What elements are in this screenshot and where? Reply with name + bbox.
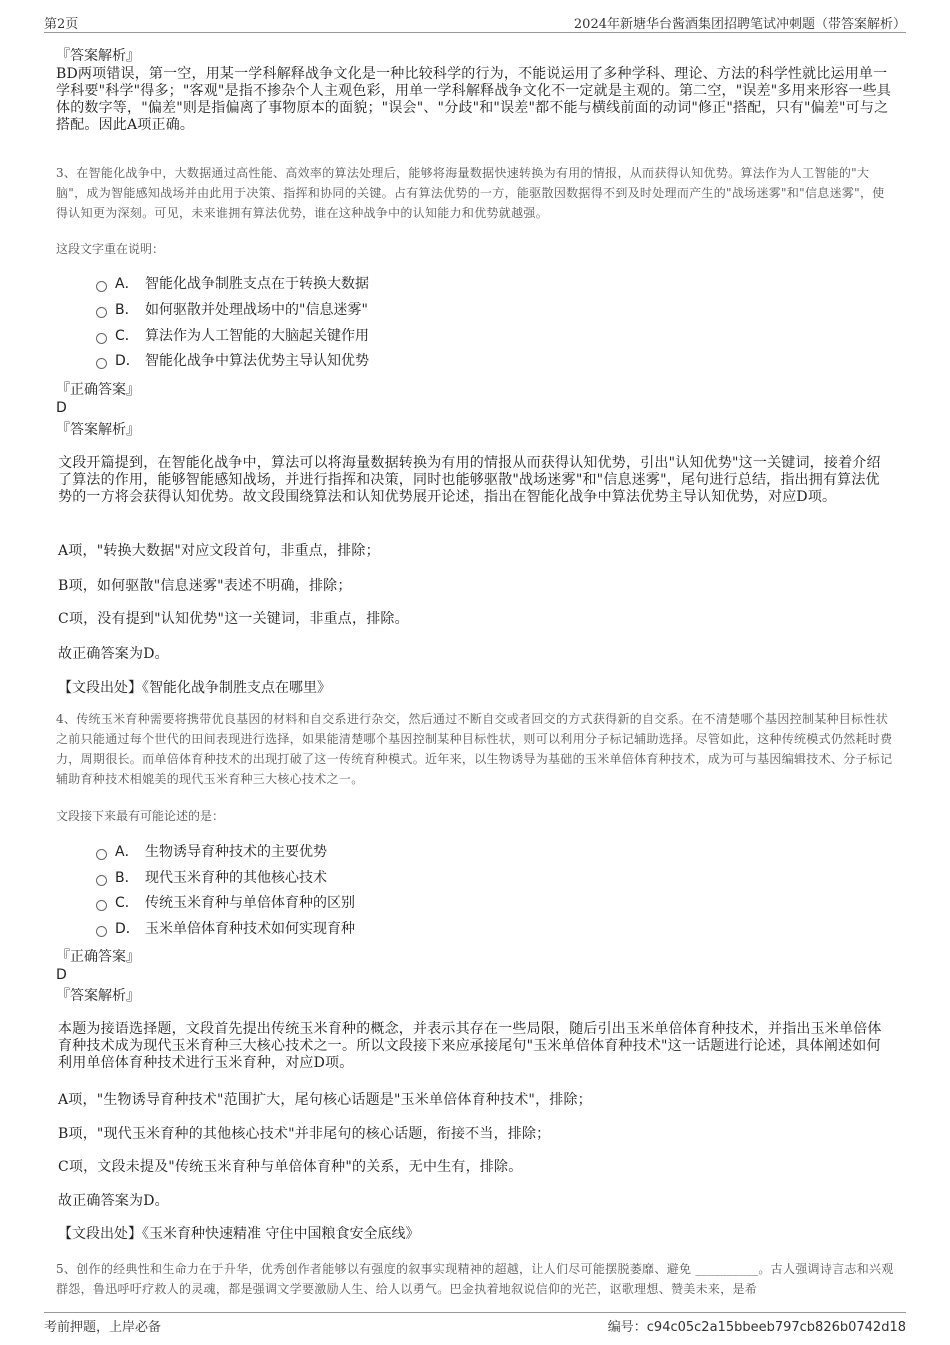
code-value: c94c05c2a15bbeeb797cb826b0742d18 bbox=[646, 1320, 906, 1335]
q4-option-b[interactable] bbox=[96, 869, 327, 887]
radio-icon[interactable] bbox=[96, 307, 107, 318]
q3-option-a[interactable] bbox=[96, 275, 369, 293]
radio-icon[interactable] bbox=[96, 926, 107, 937]
radio-icon[interactable] bbox=[96, 358, 107, 369]
document-title: 2024年新塘华台酱酒集团招聘笔试冲刺题（带答案解析） bbox=[573, 17, 906, 32]
document-code bbox=[608, 1316, 906, 1335]
option-text: 算法作为人工智能的大脑起关键作用 bbox=[145, 328, 369, 344]
q3-note-b: B项，如何驱散"信息迷雾"表述不明确，排除； bbox=[58, 578, 352, 594]
footer-divider bbox=[44, 1312, 906, 1313]
option-letter: B． bbox=[115, 302, 139, 318]
q4-conclusion: 故正确答案为D。 bbox=[58, 1193, 169, 1209]
q4-note-b: B项，"现代玉米育种的其他核心技术"并非尾句的核心话题，衔接不当，排除； bbox=[58, 1126, 551, 1142]
option-text: 智能化战争中算法优势主导认知优势 bbox=[145, 353, 369, 369]
q4-source: 【文段出处】《玉米育种快速精准 守住中国粮食安全底线》 bbox=[58, 1226, 420, 1242]
option-text: 如何驱散并处理战场中的"信息迷雾" bbox=[145, 302, 368, 318]
q3-source: 【文段出处】《智能化战争制胜支点在哪里》 bbox=[58, 680, 331, 696]
prev-analysis-text: BD两项错误，第一空，用某一学科解释战争文化是一种比较科学的行为，不能说运用了多种学科、理论、方法的科学性就比运用单一学科要"科学"得多；"客观"是指不掺杂个人主观色彩，用单一学科解释战争文化不一定就是主观的。第二空，"误差"多用来形容一些具体的数字等，"偏差"则是指偏离了事物原本的面貌；"误会"、"分歧"和"误差"都不能与横线前面的动词"修正"搭配，只有"偏差"可与之搭配。因此A项正确。 bbox=[56, 66, 892, 133]
header-divider bbox=[44, 32, 906, 33]
q4-analysis-label: 『答案解析』 bbox=[56, 988, 140, 1004]
q3-analysis-label: 『答案解析』 bbox=[56, 422, 140, 438]
option-text: 现代玉米育种的其他核心技术 bbox=[145, 870, 327, 886]
q4-note-a: A项，"生物诱导育种技术"范围扩大，尾句核心话题是"玉米单倍体育种技术"，排除； bbox=[58, 1092, 592, 1108]
radio-icon[interactable] bbox=[96, 875, 107, 886]
q4-note-c: C项，文段未提及"传统玉米育种与单倍体育种"的关系，无中生有，排除。 bbox=[58, 1159, 523, 1175]
prev-analysis-label: 『答案解析』 bbox=[56, 48, 140, 64]
radio-icon[interactable] bbox=[96, 900, 107, 911]
q3-analysis-text: 文段开篇提到，在智能化战争中，算法可以将海量数据转换为有用的情报从而获得认知优势，引出"认知优势"这一关键词，接着介绍了算法的作用，能够智能感知战场，并进行指挥和决策，同时也能够驱散"战场迷雾"和"信息迷雾"，尾句进行总结，指出拥有算法优势的一方将会获得认知优势。故文段围绕算法和认知优势展开论述，指出在智能化战争中算法优势主导认知优势，对应D项。 bbox=[58, 455, 881, 505]
q4-option-a[interactable] bbox=[96, 843, 327, 861]
page-number: 第2页 bbox=[44, 17, 79, 32]
option-letter: C． bbox=[115, 328, 139, 344]
option-letter: C． bbox=[115, 895, 139, 911]
option-letter: A． bbox=[115, 276, 139, 292]
q4-analysis-text: 本题为接语选择题，文段首先提出传统玉米育种的概念，并表示其存在一些局限，随后引出玉米单倍体育种技术，并指出玉米单倍体育种技术成为现代玉米育种三大核心技术之一。所以文段接下来应承接尾句"玉米单倍体育种技术"这一话题进行论述，具体阐述如何利用单倍体育种技术进行玉米育种，对应D项。 bbox=[58, 1021, 882, 1071]
option-text: 生物诱导育种技术的主要优势 bbox=[145, 844, 327, 860]
q3-text: 3、在智能化战争中，大数据通过高性能、高效率的算法处理后，能够将海量数据快速转换为有用的情报，从而获得认知优势。算法作为人工智能的"大脑"，成为智能感知战场并由此用于决策、指挥和协同的关键。占有算法优势的一方，能驱散因数据得不到及时处理而产生的"战场迷雾"和"信息迷雾"，使得认知更为深刻。可见，未来谁拥有算法优势，谁在这种战争中的认知能力和优势就越强。 bbox=[56, 166, 885, 220]
q4-prompt: 文段接下来最有可能论述的是： bbox=[56, 809, 225, 823]
q4-answer-label: 『正确答案』 bbox=[56, 949, 140, 965]
footer-slogan: 考前押题，上岸必备 bbox=[44, 1320, 162, 1335]
q3-option-d[interactable] bbox=[96, 352, 369, 370]
radio-icon[interactable] bbox=[96, 333, 107, 344]
option-letter: B． bbox=[115, 870, 139, 886]
option-text: 智能化战争制胜支点在于转换大数据 bbox=[145, 276, 369, 292]
q3-note-c: C项，没有提到"认知优势"这一关键词，非重点，排除。 bbox=[58, 611, 409, 627]
q3-note-a: A项，"转换大数据"对应文段首句，非重点，排除； bbox=[58, 543, 380, 559]
option-text: 玉米单倍体育种技术如何实现育种 bbox=[145, 921, 355, 937]
q4-option-c[interactable] bbox=[96, 894, 355, 912]
option-text: 传统玉米育种与单倍体育种的区别 bbox=[145, 895, 355, 911]
q3-answer: D bbox=[56, 400, 67, 416]
option-letter: D． bbox=[115, 353, 140, 369]
q3-conclusion: 故正确答案为D。 bbox=[58, 646, 169, 662]
q3-prompt: 这段文字重在说明： bbox=[56, 242, 165, 256]
option-letter: A． bbox=[115, 844, 139, 860]
q5-text: 5、创作的经典性和生命力在于升华，优秀创作者能够以有强度的叙事实现精神的超越，让人们尽可能摆脱萎靡、避免 __________。古人强调诗言志和兴观群怨，鲁迅呼吁疗救人的灵魂，都是强调文学要激励人生、给人以勇气。巴金执着地叙说信仰的光芒，讴歌理想、赞美未来，是希 bbox=[56, 1262, 894, 1296]
q3-option-c[interactable] bbox=[96, 327, 369, 345]
q4-option-d[interactable] bbox=[96, 920, 355, 938]
radio-icon[interactable] bbox=[96, 849, 107, 860]
code-label: 编号： bbox=[607, 1320, 647, 1335]
q4-text: 4、传统玉米育种需要将携带优良基因的材料和自交系进行杂交，然后通过不断自交或者回交的方式获得新的自交系。在不清楚哪个基因控制某种目标性状之前只能通过每个世代的田间表现进行选择，如果能清楚哪个基因控制某种目标性状，则可以利用分子标记辅助选择。尽管如此，这种传统模式仍然耗时费力，周期很长。而单倍体育种技术的出现打破了这一传统育种模式。近年来，以生物诱导为基础的玉米单倍体育种技术，成为可与基因编辑技术、分子标记辅助育种技术相媲美的现代玉米育种三大核心技术之一。 bbox=[56, 712, 893, 786]
option-letter: D． bbox=[115, 921, 140, 937]
q4-answer: D bbox=[56, 967, 67, 983]
q3-answer-label: 『正确答案』 bbox=[56, 382, 140, 398]
q3-option-b[interactable] bbox=[96, 301, 368, 319]
radio-icon[interactable] bbox=[96, 281, 107, 292]
